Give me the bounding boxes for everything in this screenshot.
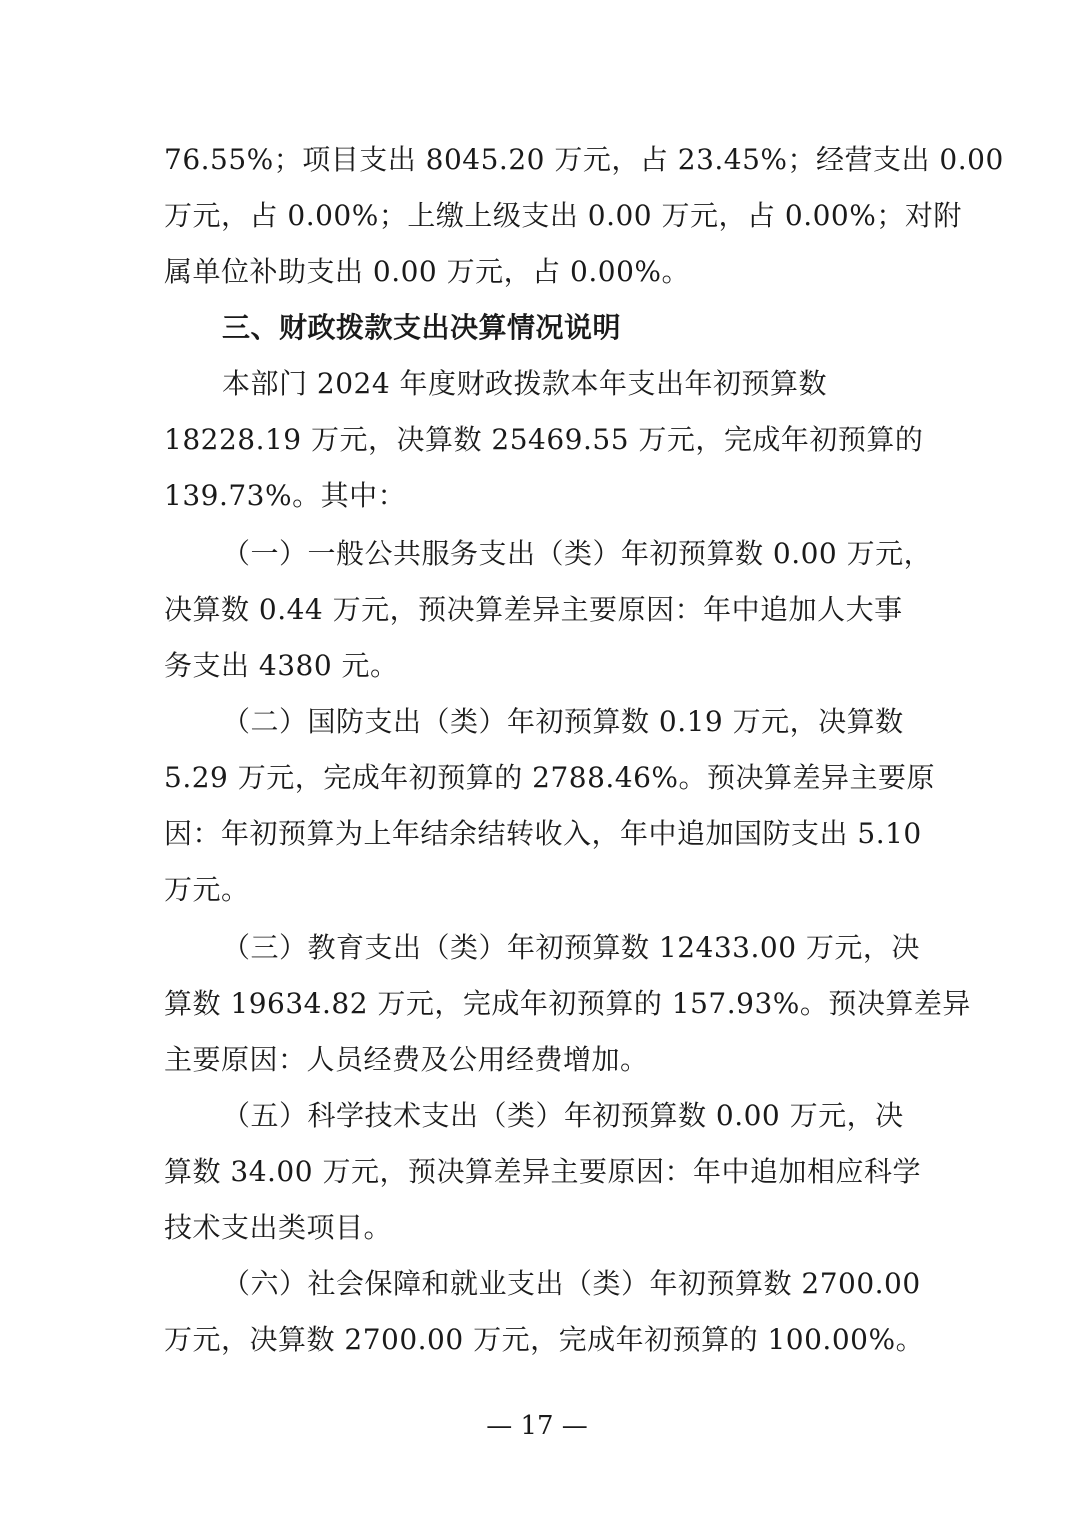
- page-number: — 17 —: [486, 1411, 588, 1441]
- body-text-line: （六）社会保障和就业支出（类）年初预算数 2700.00: [222, 1267, 921, 1300]
- body-text-line: 算数 34.00 万元，预决算差异主要原因：年中追加相应科学: [164, 1155, 921, 1188]
- body-text-line: （五）科学技术支出（类）年初预算数 0.00 万元，决: [222, 1099, 904, 1132]
- body-text-line: 18228.19 万元，决算数 25469.55 万元，完成年初预算的: [164, 423, 924, 456]
- body-text-line: 因：年初预算为上年结余结转收入，年中追加国防支出 5.10: [164, 817, 922, 850]
- body-text-line: 决算数 0.44 万元，预决算差异主要原因：年中追加人大事: [164, 593, 903, 626]
- body-text-line: 技术支出类项目。: [164, 1211, 393, 1244]
- body-text-line: 万元，占 0.00%；上缴上级支出 0.00 万元，占 0.00%；对附: [164, 199, 962, 232]
- body-text-line: （一）一般公共服务支出（类）年初预算数 0.00 万元，: [222, 537, 933, 570]
- body-text-line: 本部门 2024 年度财政拨款本年支出年初预算数: [222, 367, 828, 400]
- body-text-line: 76.55%；项目支出 8045.20 万元，占 23.45%；经营支出 0.00: [164, 143, 1004, 176]
- body-text-line: （二）国防支出（类）年初预算数 0.19 万元，决算数: [222, 705, 904, 738]
- section-heading: 三、财政拨款支出决算情况说明: [222, 311, 622, 344]
- body-text-line: 务支出 4380 元。: [164, 649, 399, 682]
- body-text-line: 万元。: [164, 873, 250, 906]
- body-text-line: 万元，决算数 2700.00 万元，完成年初预算的 100.00%。: [164, 1323, 925, 1356]
- body-text-line: 主要原因：人员经费及公用经费增加。: [164, 1043, 649, 1076]
- body-text-line: 5.29 万元，完成年初预算的 2788.46%。预决算差异主要原: [164, 761, 936, 794]
- body-text-line: 属单位补助支出 0.00 万元，占 0.00%。: [164, 255, 690, 288]
- body-text-line: （三）教育支出（类）年初预算数 12433.00 万元，决: [222, 931, 920, 964]
- body-text-line: 139.73%。其中：: [164, 479, 407, 512]
- body-text-line: 算数 19634.82 万元，完成年初预算的 157.93%。预决算差异: [164, 987, 971, 1020]
